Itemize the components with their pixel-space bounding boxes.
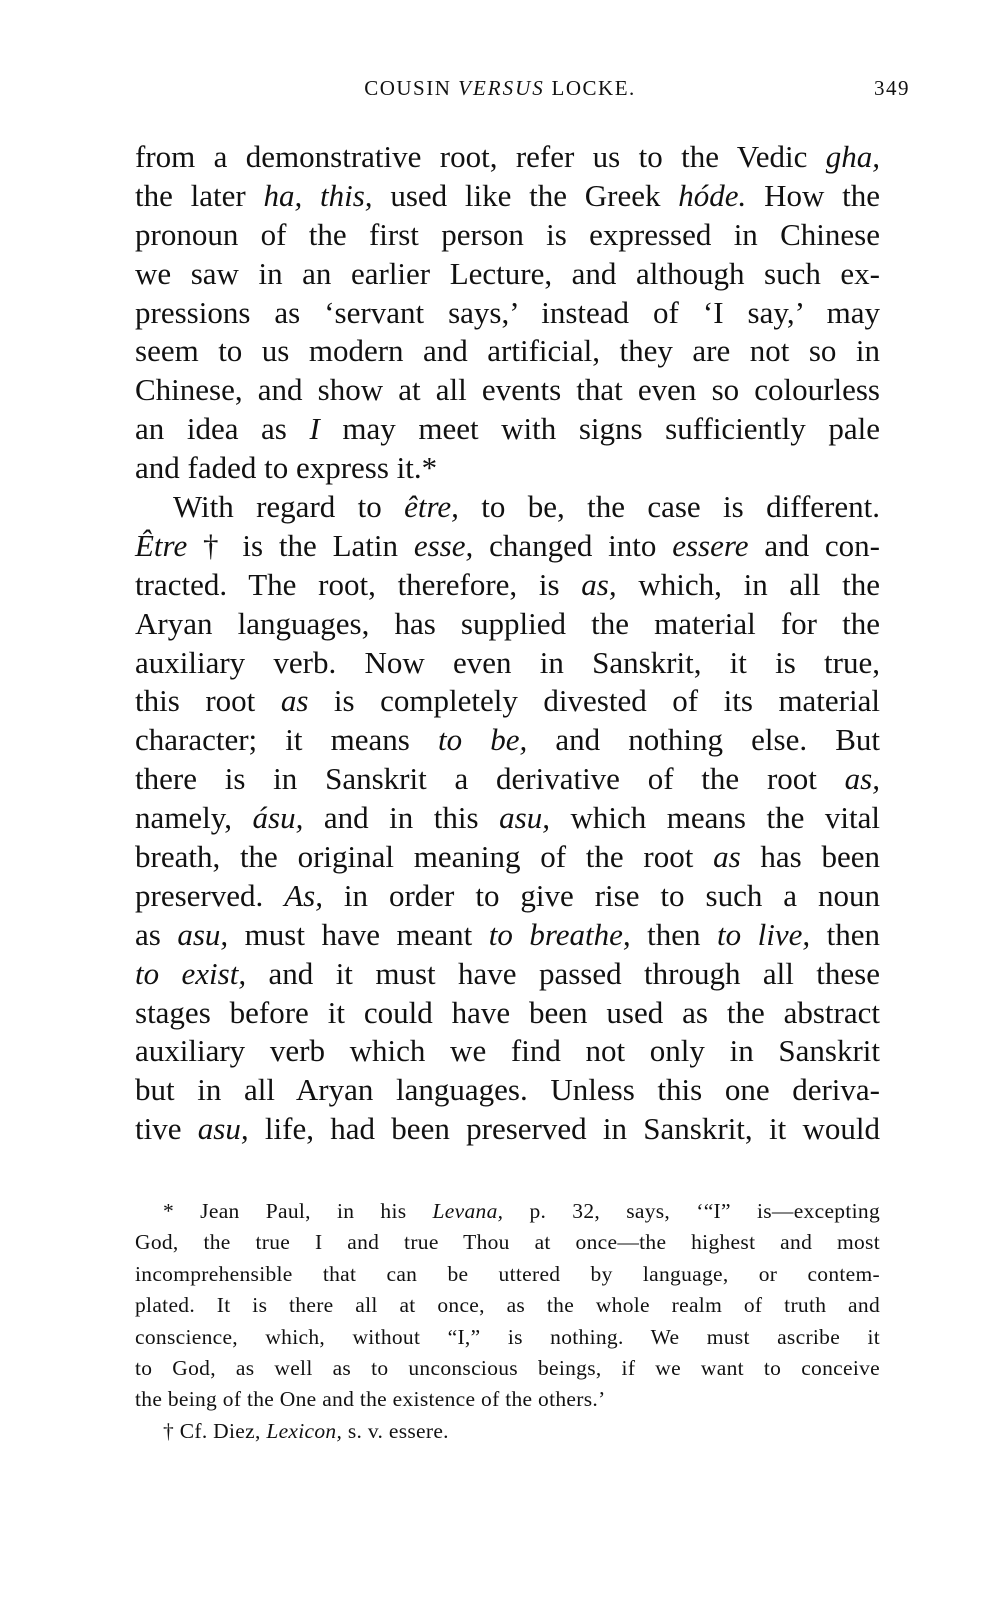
text-line: character; it means to be, and nothing else. But — [135, 722, 880, 758]
footnote-line: God, the true I and true Thou at once—the highest and most — [135, 1230, 880, 1255]
text-line: the later ha, this, used like the Greek hóde. How the — [135, 177, 880, 213]
text-line: an idea as I may meet with signs sufficiently pale — [135, 411, 880, 447]
text-line: pressions as ‘servant says,’ instead of ‘I say,’ may — [135, 294, 880, 330]
text-line: to exist, and it must have passed through all these — [135, 955, 880, 991]
text-line: but in all Aryan languages. Unless this one deriva- — [135, 1072, 880, 1108]
footnote-line: the being of the One and the existence of the others.’ — [135, 1387, 606, 1412]
text-line: preserved. As, in order to give rise to such a noun — [135, 877, 880, 913]
footnote-line: plated. It is there all at once, as the whole realm of truth and — [135, 1293, 880, 1318]
running-head — [0, 76, 1000, 106]
text-line: tive asu, life, had been preserved in Sanskrit, it would — [135, 1111, 880, 1147]
text-line: auxiliary verb which we find not only in Sanskrit — [135, 1033, 880, 1069]
text-line: auxiliary verb. Now even in Sanskrit, it is true, — [135, 644, 880, 680]
footnote-line: conscience, which, without “I,” is nothing. We must ascribe it — [135, 1324, 880, 1349]
text-line: from a demonstrative root, refer us to the Vedic gha, — [135, 139, 880, 174]
text-line: breath, the original meaning of the root as has been — [135, 839, 881, 875]
text-line: With regard to être, to be, the case is different. — [173, 489, 880, 525]
page-number: 349 — [874, 76, 910, 100]
text-line: seem to us modern and artificial, they are not so in — [135, 333, 880, 369]
text-line: and faded to express it.* — [135, 450, 438, 486]
text-line: Chinese, and show at all events that even so colourless — [135, 372, 880, 408]
text-line: there is in Sanskrit a derivative of the root as, — [135, 761, 880, 797]
text-line: as asu, must have meant to breathe, then to live, then — [135, 916, 880, 952]
body-text — [135, 138, 880, 1149]
footnote-line: to God, as well as to unconscious beings, if we want to conceive — [135, 1355, 880, 1380]
footnote-line: incomprehensible that can be uttered by language, or contem- — [135, 1261, 880, 1286]
footnote-line: * Jean Paul, in his Levana, p. 32, says, ‘“I” is—excepting — [163, 1199, 880, 1223]
footnote-dagger: † Cf. Diez, Lexicon, s. v. essere. — [163, 1418, 449, 1443]
footnotes — [135, 1196, 880, 1447]
text-line: Aryan languages, has supplied the material for the — [135, 605, 880, 641]
text-line: this root as is completely divested of its material — [135, 683, 880, 719]
text-line: we saw in an earlier Lecture, and although such ex- — [135, 255, 880, 291]
text-line: Être † is the Latin esse, changed into essere and con- — [135, 527, 880, 563]
text-line: namely, ásu, and in this asu, which means the vital — [135, 800, 880, 836]
text-line: pronoun of the first person is expressed in Chinese — [135, 216, 880, 252]
text-line: stages before it could have been used as the abstract — [135, 994, 880, 1030]
text-line: tracted. The root, therefore, is as, which, in all the — [135, 566, 880, 602]
running-title: COUSIN VERSUS LOCKE. — [364, 76, 636, 100]
